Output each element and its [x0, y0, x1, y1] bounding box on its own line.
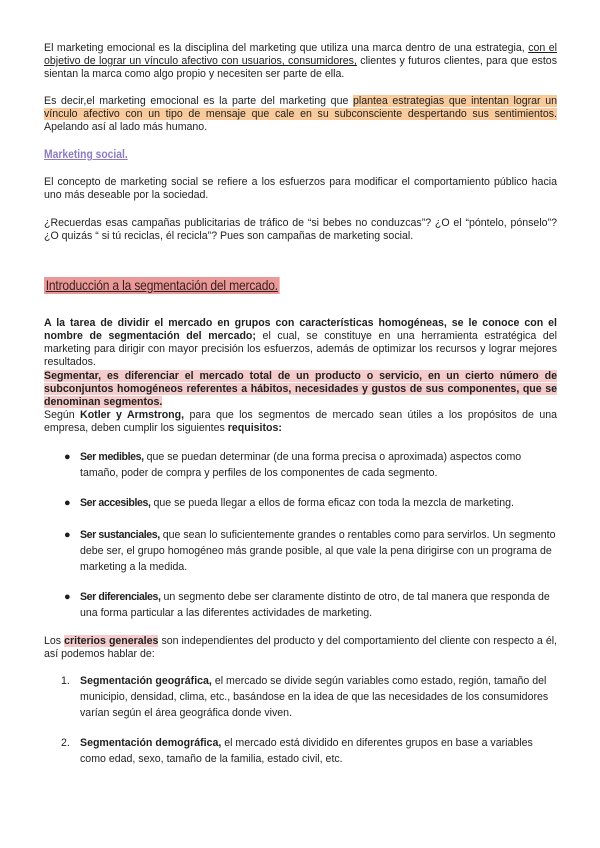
criteria-list — [44, 673, 557, 767]
paragraph-criteria — [44, 635, 557, 661]
text: que se puedan determinar (de una forma precisa o aproximada) aspectos como tamaño, poder de compra y perfiles de los componentes de cada segmento. — [80, 451, 522, 479]
text: que sean lo suficientemente grandes o rentables como para servirlos. Un segmento debe ser, el grupo homogéneo más grande posible, al que vale la pena dirigirse con un programa de marketing a la medida. — [80, 529, 556, 573]
text: el cual, se constituye en una herramienta estratégica del marketing para dirigir con mayor precisión los esfuerzos, además de optimizar los recursos y lograr mejores resultados. — [44, 330, 557, 368]
paragraph-segmentation-definition — [44, 317, 557, 369]
text: son independientes del producto y del comportamiento del cliente con respecto a él, así podemos hablar de: — [44, 635, 558, 660]
list-item — [44, 589, 557, 621]
requirements-label: requisitos: — [227, 422, 282, 434]
text: Los — [44, 635, 65, 647]
underlined-text: con el objetivo de lograr un vínculo afectivo con usuarios, consumidores, — [44, 42, 557, 67]
bullet-icon: ● — [64, 497, 71, 509]
text: El marketing emocional es la disciplina del marketing que utiliza una marca dentro de una estrategia, — [44, 42, 525, 54]
text: que se pueda llegar a ellos de forma eficaz con toda la mezcla de marketing. — [150, 497, 514, 509]
term: Ser accesibles, — [80, 497, 151, 509]
section-heading-wrapper — [44, 277, 557, 297]
bold-text: A la tarea de dividir el mercado en grupos con características homogéneas, se le conoce con el nombre de segmentación del mercado; — [44, 317, 557, 342]
bullet-icon: ● — [64, 591, 71, 603]
text: clientes y futuros clientes, para que estos sientan la marca como algo propio y necesiten ser parte de ella. — [44, 55, 557, 80]
authors: Kotler y Armstrong, — [80, 409, 185, 421]
heading-segmentation: Introducción a la segmentación del mercado. — [45, 277, 278, 293]
term: Ser diferenciales, — [80, 591, 161, 603]
text: el mercado está dividido en diferentes grupos en base a variables como edad, sexo, tamaño de la familia, estado civil, etc. — [80, 737, 533, 765]
list-item — [44, 735, 557, 767]
text: el mercado se divide según variables como estado, región, tamaño del municipio, densidad, clima, etc., basándose en la idea de que las necesidades de los consumidores varían según el área geográfica donde viven. — [80, 675, 549, 719]
highlighted-text: plantea estrategias que intentan lograr un vínculo afectivo con un tipo de mensaje que cale en su subconsciente despertando sus sentimientos. — [44, 95, 557, 120]
bullet-icon: ● — [64, 451, 71, 463]
text: Según — [44, 409, 81, 421]
paragraph-emotional-marketing-2 — [44, 95, 557, 134]
list-item — [44, 495, 557, 511]
paragraph-segmentar — [44, 370, 557, 409]
list-number: 2. — [61, 737, 70, 749]
paragraph-emotional-marketing — [44, 42, 557, 81]
term: Segmentación geográfica, — [80, 675, 212, 687]
document-page — [44, 42, 557, 767]
list-number: 1. — [61, 675, 70, 687]
term: Segmentación demográfica, — [80, 737, 222, 749]
text: Es decir,el marketing emocional es la parte del marketing que — [44, 95, 353, 107]
paragraph-social-1: El concepto de marketing social se refiere a los esfuerzos para modificar el comportamiento público hacia uno más deseable por la sociedad. — [44, 176, 557, 201]
text: Apelando así al lado más humano. — [44, 121, 208, 133]
text: un segmento debe ser claramente distinto de otro, de tal manera que responda de una forma particular a las diferentes actividades de marketing. — [80, 591, 550, 619]
paragraph-kotler — [44, 409, 557, 435]
highlighted-term: criterios generales — [64, 635, 159, 647]
subheading-wrapper — [44, 148, 557, 164]
term: Ser medibles, — [80, 451, 144, 463]
paragraph-social-2: ¿Recuerdas esas campañas publicitarias de tráfico de “si bebes no conduzcas”? ¿O el “póntelo, pónselo”? ¿O quizás “ si tú reciclas, él recicla”? Pues son campañas de marketing social. — [44, 217, 557, 242]
list-item — [44, 527, 557, 575]
text: para que los segmentos de mercado sean útiles a los propósitos de una empresa, deben cumplir los siguientes — [44, 409, 558, 434]
heading-marketing-social[interactable]: Marketing social. — [44, 147, 128, 161]
list-item — [44, 673, 557, 721]
requirements-list — [44, 449, 557, 621]
highlighted-bold-text: Segmentar, es diferenciar el mercado total de un producto o servicio, en un cierto número de subconjuntos homogéneos referentes a hábitos, necesidades y gustos de sus componentes, que se denominan segmentos. — [44, 370, 557, 408]
list-item — [44, 449, 557, 481]
bullet-icon: ● — [64, 529, 71, 541]
term: Ser sustanciales, — [80, 529, 160, 541]
